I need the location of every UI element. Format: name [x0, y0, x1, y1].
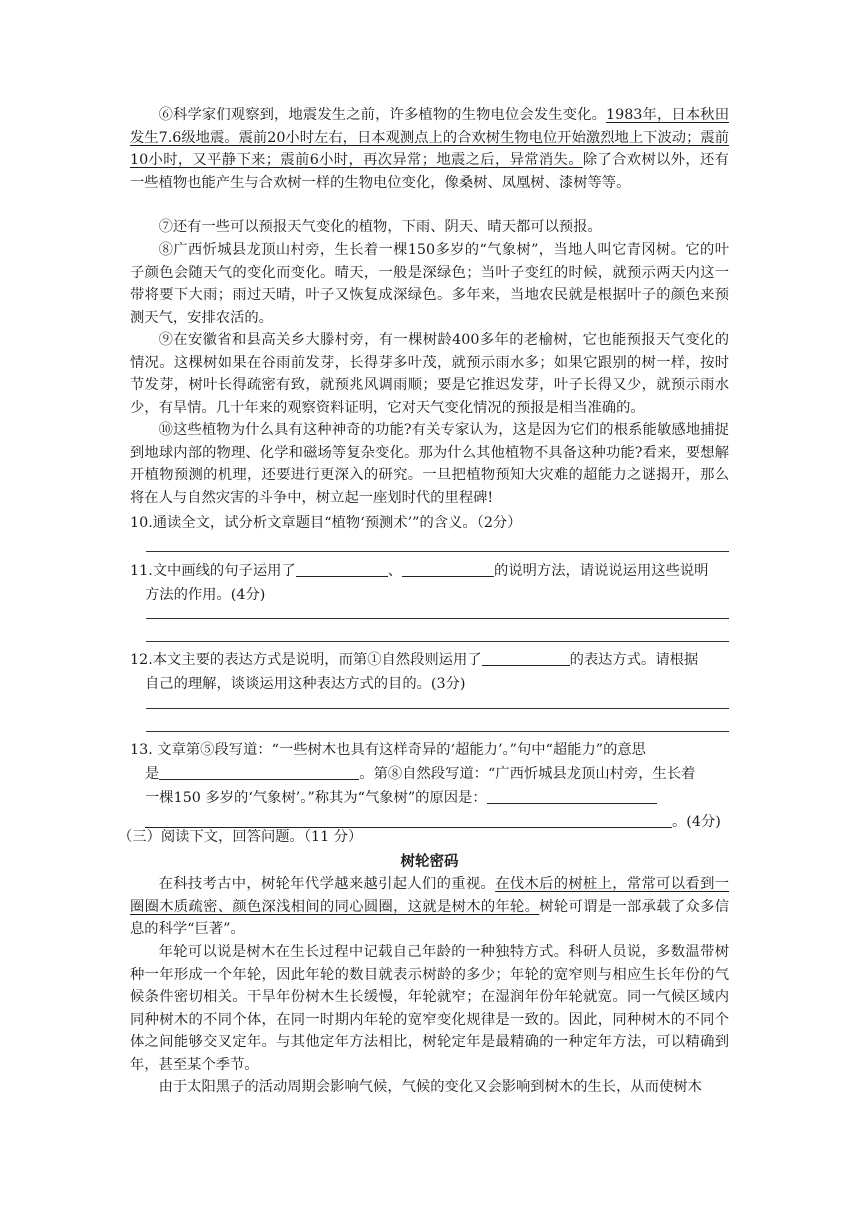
- question-11-text-b: 的说明方法，请说说运用这些说明: [494, 563, 709, 579]
- question-12-text-b: 的表达方式。请根据: [569, 652, 699, 668]
- blank-q13-2[interactable]: [487, 802, 657, 804]
- underlined-sentence-earthquake: 1983年，日本秋田发生7.6级地震。震前20小时左右，日本观测点上的合欢树生物电位开始激烈地上下波动；震前10小时，又平静下来；震前6小时，再次异常；地震之后，异常消失。: [130, 107, 729, 168]
- answer-line-q11-1[interactable]: [146, 618, 729, 619]
- question-12: [130, 648, 729, 696]
- paragraph-6: [130, 104, 729, 194]
- blank-q11-2[interactable]: [402, 575, 494, 577]
- paragraph-6-text: ⑥科学家们观察到，地震发生之前，许多植物的生物电位会发生变化。: [158, 107, 607, 123]
- underlined-sentence-rings: 在伐木后的树桩上，常常可以看到一圈圈木质疏密、颜色深浅相间的同心圆圈，这就是树木的年轮。: [130, 876, 729, 915]
- question-11-sep: 、: [387, 563, 403, 579]
- paragraph-7: ⑦还有一些可以预报天气变化的植物，下雨、阴天、晴天都可以预报。: [158, 219, 602, 235]
- paragraph-10: ⑩这些植物为什么具有这种神奇的功能?有关专家认为，这是因为它们的根系能敏感地捕捉到地球内部的物理、化学和磁场等复杂变化。那为什么其他植物不具备这种功能?看来，要想解开植物预测的机理，还要进行更深入的研究。一旦把植物预知大灾难的超能力之谜揭开，那么将在人与自然灾害的斗争中，树立起一座划时代的里程碑!: [130, 422, 729, 506]
- question-13-text-c: 。第⑧自然段写道：“广西忻城县龙顶山村旁，生长着: [359, 766, 696, 782]
- blank-q12[interactable]: [482, 664, 570, 666]
- section-3-p1-start: 在科技考古中，树轮年代学越来越引起人们的重视。: [158, 876, 496, 892]
- paragraph-9: ⑨在安徽省和县高关乡大滕村旁，有一棵树龄400多年的老榆树，它也能预报天气变化的情况。这棵树如果在谷雨前发芽，长得芽多叶茂，就预示雨水多；如果它跟别的树一样，按时节发芽，树叶长得疏密有致，就预兆风调雨顺；要是它推迟发芽，叶子长得又少，就预示雨水少，有旱情。几十年来的观察资料证明，它对天气变化情况的预报是相当准确的。: [130, 332, 729, 416]
- answer-line-q11-2[interactable]: [146, 641, 729, 642]
- question-10: 10.通读全文，试分析文章题目“植物‘预测术’”的含义。（2分）: [130, 515, 522, 531]
- question-13-text-a: 13. 文章第⑤段写道：“一些树木也具有这样奇异的‘超能力’。”句中“超能力”的意思: [130, 742, 646, 758]
- question-13-text-d: 一棵150 多岁的‘气象树’。”称其为“气象树”的原因是：: [145, 790, 487, 806]
- question-11-text-a: 11.文中画线的句子运用了: [130, 563, 296, 579]
- question-13-text-e: 。(4分): [672, 814, 721, 830]
- section-3-heading: （三）阅读下文，回答问题。（11 分）: [118, 829, 363, 845]
- blank-q13-1[interactable]: [159, 778, 359, 780]
- article-title: 树轮密码: [400, 854, 459, 870]
- blank-q11-1[interactable]: [296, 575, 388, 577]
- question-13: [130, 738, 729, 834]
- question-12-text-c: 自己的理解，谈谈运用这种表达方式的目的。(3分): [145, 676, 466, 692]
- paragraph-8: ⑧广西忻城县龙顶山村旁，生长着一棵150多岁的“气象树”，当地人叫它青冈树。它的叶子颜色会随天气的变化而变化。晴天，一般是深绿色；当叶子变红的时候，就预示两天内这一带将要下大雨；雨过天晴，叶子又恢复成深绿色。多年来，当地农民就是根据叶子的颜色来预测天气，安排农活的。: [130, 242, 729, 326]
- question-11: [130, 559, 729, 607]
- section-3-paragraph-3: 由于太阳黑子的活动周期会影响气候，气候的变化又会影响到树木的生长，从而使树木: [158, 1079, 702, 1095]
- paragraph-6-end: 除了合欢树以外，还有一些植物也能产生与合欢树一样的生物电位变化，像桑树、凤凰树、漆树等等。: [130, 152, 729, 191]
- section-3-p1-end: 树轮可谓是一部承载了众多信息的科学“巨著”。: [130, 898, 730, 937]
- answer-line-q10[interactable]: [146, 551, 729, 552]
- section-3-paragraph-2: 年轮可以说是树木在生长过程中记载自己年龄的一种独特方式。科研人员说，多数温带树种一年形成一个年轮，因此年轮的数目就表示树龄的多少；年轮的宽窄则与相应生长年份的气候条件密切相关。干旱年份树木生长缓慢，年轮就窄；在湿润年份年轮就宽。同一气候区域内同种树木的不同个体，在同一时期内年轮的宽窄变化规律是一致的。因此，同种树木的不同个体之间能够交叉定年。与其他定年方法相比，树轮定年是最精确的一种定年方法，可以精确到年，甚至某个季节。: [130, 944, 729, 1073]
- question-12-text-a: 12.本文主要的表达方式是说明，而第①自然段则运用了: [130, 652, 482, 668]
- answer-line-q12-1[interactable]: [146, 708, 729, 709]
- section-3-paragraph-1: [130, 873, 729, 941]
- question-11-text-c: 方法的作用。(4分): [145, 587, 266, 603]
- question-13-text-b: 是: [145, 766, 160, 782]
- answer-line-q12-2[interactable]: [146, 731, 729, 732]
